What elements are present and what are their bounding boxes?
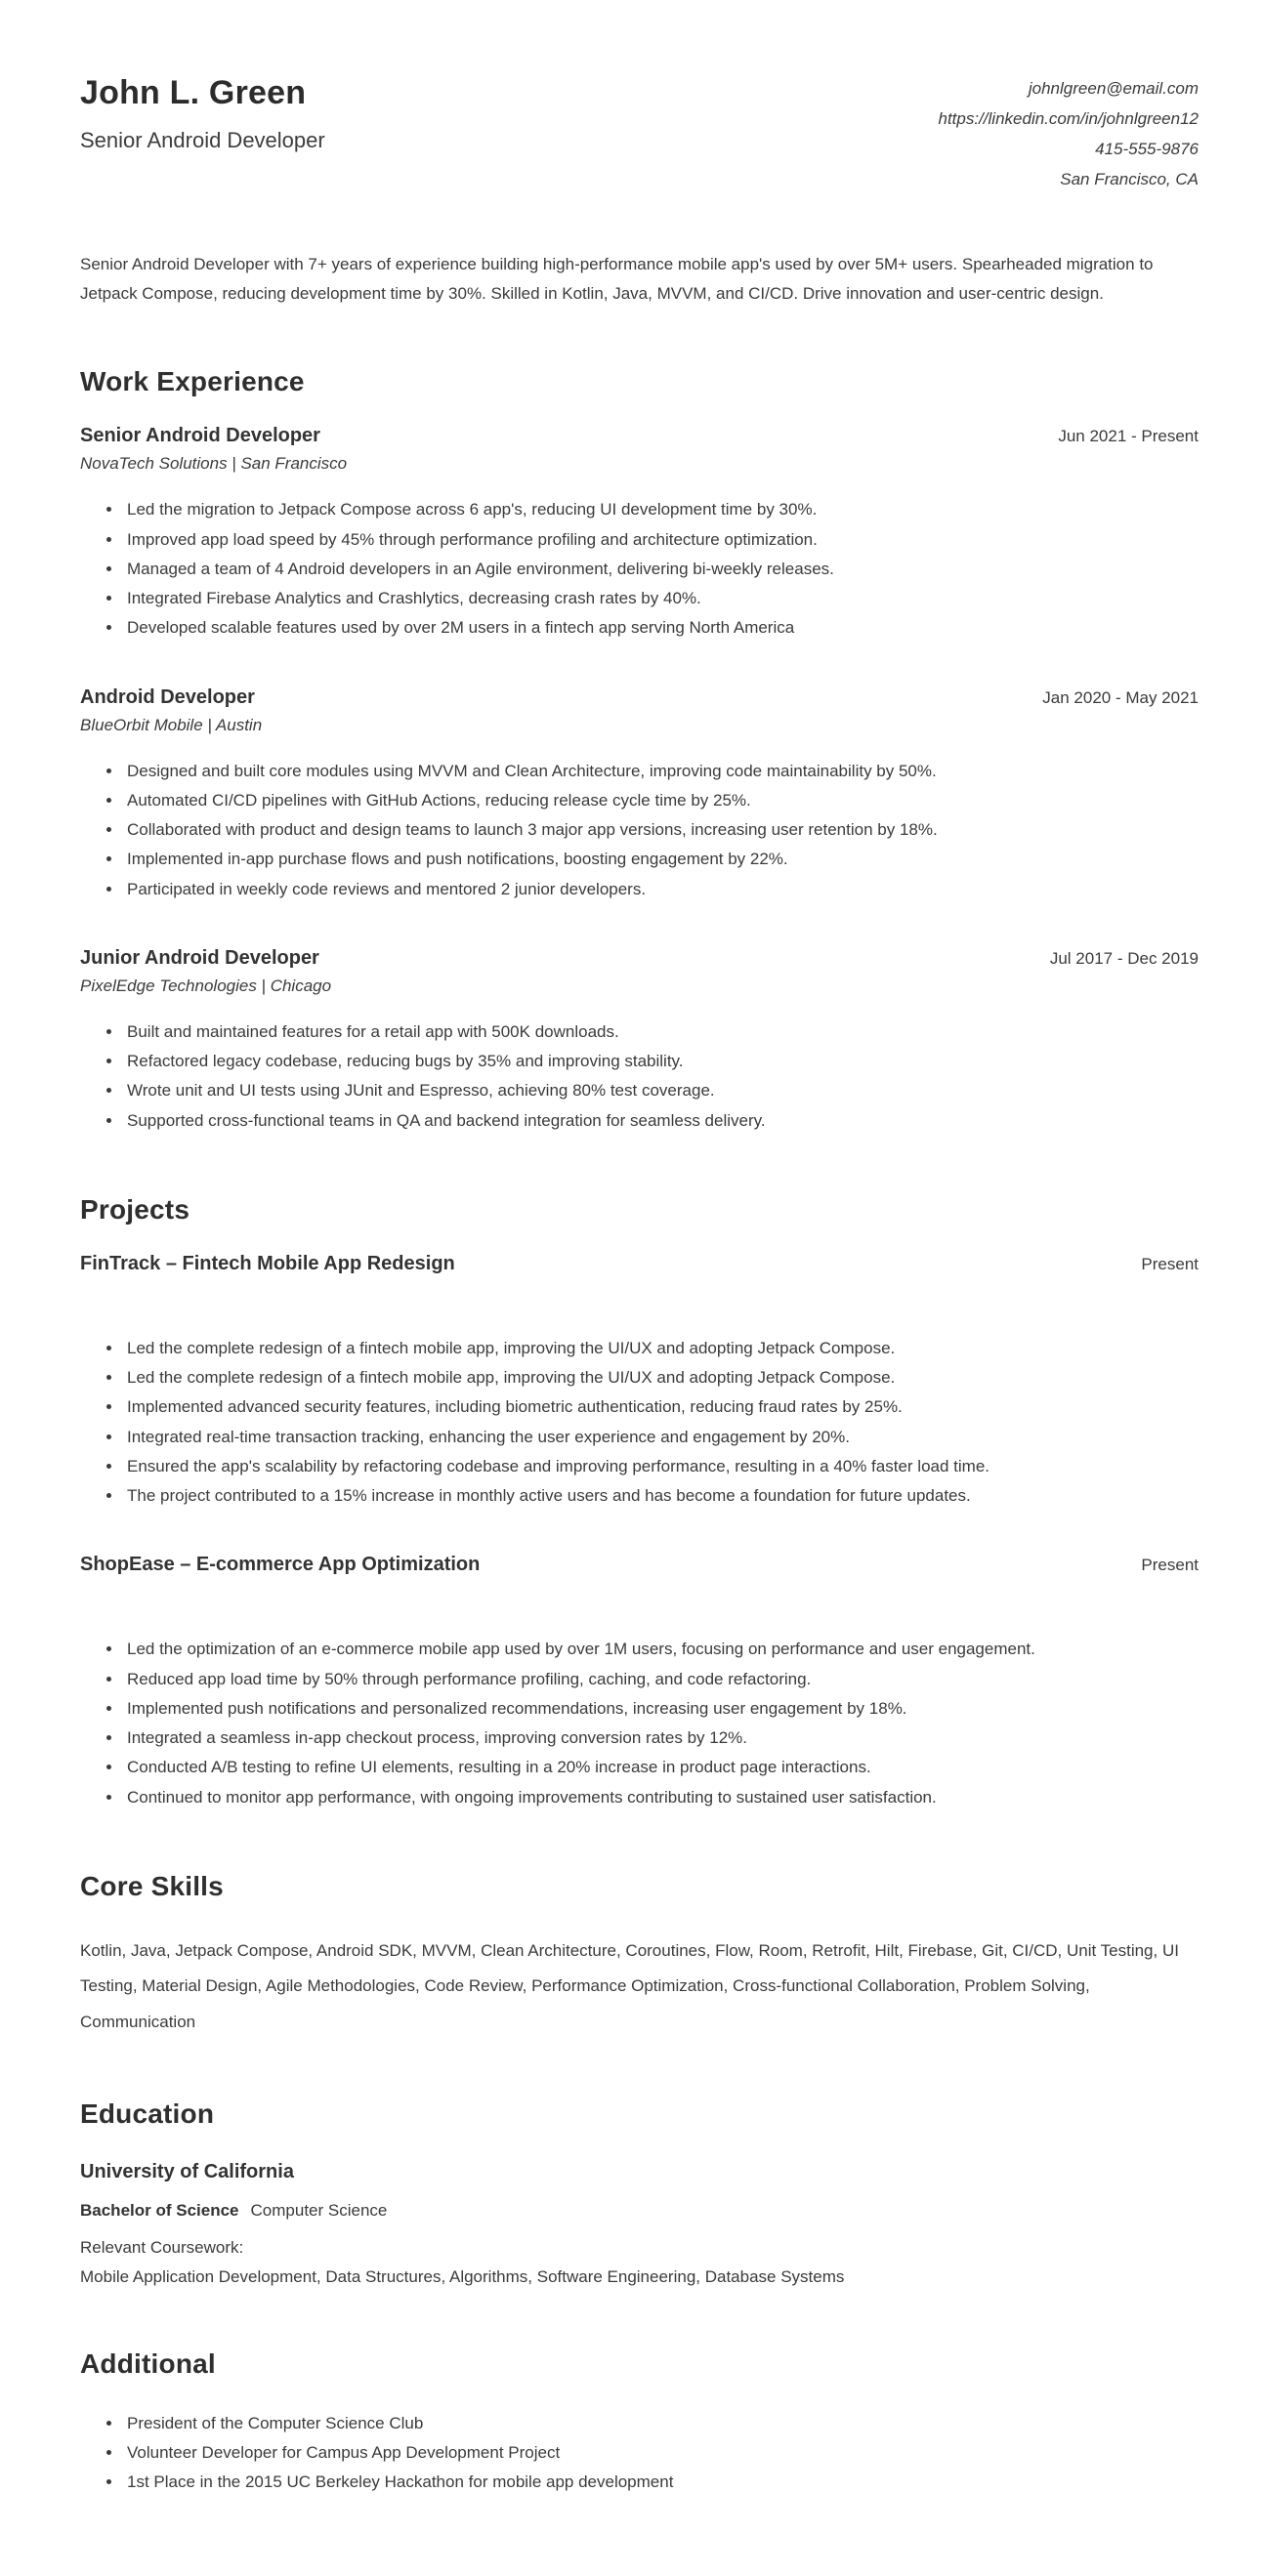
section-core-skills (80, 1871, 1199, 2041)
candidate-name: John L. Green (80, 74, 307, 111)
core-skills-text: Kotlin, Java, Jetpack Compose, Android SDK, MVVM, Clean Architecture, Coroutines, Flow, Room, Retrofit, Hilt, Firebase, Git, CI/CD, Unit Testing, UI Testing, Material Design, Agile Methodologies, Code Review, Performance Optimization, Cross-functional Collaboration, Problem Solving, Communication (80, 1940, 1179, 2031)
bullet-item: • The project contributed to a 15% increase in monthly active users and has become a foundation for future updates. (123, 1481, 1183, 1511)
contact-location: San Francisco, CA (1060, 169, 1199, 188)
job-company: PixelEdge Technologies | Chicago (80, 976, 332, 995)
header-identity (80, 74, 325, 153)
section-education (80, 2098, 1199, 2289)
core-skills-heading: Core Skills (80, 1870, 224, 1901)
bullet-item: • Ensured the app's scalability by refactoring codebase and improving performance, resulting in a 40% faster load time. (123, 1452, 1183, 1481)
project-dates: Present (1141, 1254, 1199, 1273)
bullet-item: • Conducted A/B testing to refine UI elements, resulting in a 20% increase in product page interactions. (123, 1753, 1183, 1782)
bullet-item: • Led the migration to Jetpack Compose across 6 app's, reducing UI development time by 30%. (123, 495, 1183, 524)
candidate-headline: Senior Android Developer (80, 128, 325, 152)
contact-block (939, 74, 1200, 195)
job-entry (80, 947, 1199, 1136)
project-bullet-list (80, 1635, 1199, 1812)
projects-heading: Projects (80, 1193, 190, 1225)
job-title: Android Developer (80, 686, 255, 708)
bullet-item: • President of the Computer Science Club (123, 2409, 1183, 2438)
job-bullet-list (80, 1018, 1199, 1136)
job-entry (80, 425, 1199, 643)
bullet-item: • Led the optimization of an e-commerce mobile app used by over 1M users, focusing on performance and user engagement. (123, 1635, 1183, 1664)
project-bullet-list (80, 1334, 1199, 1512)
section-work-experience (80, 366, 1199, 1136)
bullet-item: • Automated CI/CD pipelines with GitHub Actions, reducing release cycle time by 25%. (123, 786, 1183, 815)
project-title: FinTrack – Fintech Mobile App Redesign (80, 1252, 455, 1274)
bullet-item: • Managed a team of 4 Android developers in an Agile environment, delivering bi-weekly releases. (123, 555, 1183, 584)
bullet-item: • Designed and built core modules using MVVM and Clean Architecture, improving code maintainability by 50%. (123, 757, 1183, 786)
bullet-item: • Led the complete redesign of a fintech mobile app, improving the UI/UX and adopting Jetpack Compose. (123, 1363, 1183, 1392)
bullet-item: • Built and maintained features for a retail app with 500K downloads. (123, 1018, 1183, 1047)
job-entry (80, 686, 1199, 904)
work-experience-heading: Work Experience (80, 366, 305, 397)
education-coursework: Mobile Application Development, Data Structures, Algorithms, Software Engineering, Database Systems (80, 2266, 845, 2286)
job-title: Junior Android Developer (80, 946, 319, 969)
bullet-item: • Integrated a seamless in-app checkout process, improving conversion rates by 12%. (123, 1724, 1183, 1753)
project-entry-header (80, 1554, 1199, 1576)
education-heading: Education (80, 2098, 215, 2130)
bullet-item: • Volunteer Developer for Campus App Development Project (123, 2438, 1183, 2468)
bullet-item: • Collaborated with product and design teams to launch 3 major app versions, increasing user retention by 18%. (123, 815, 1183, 845)
project-subtitle-spacer (80, 1275, 1199, 1312)
education-degree: Bachelor of Science (80, 2201, 239, 2221)
job-title: Senior Android Developer (80, 425, 320, 447)
job-bullet-list (80, 757, 1199, 904)
bullet-item: • Reduced app load time by 50% through performance profiling, caching, and code refactoring. (123, 1665, 1183, 1694)
project-entry (80, 1253, 1199, 1512)
bullet-item: • Led the complete redesign of a fintech mobile app, improving the UI/UX and adopting Jetpack Compose. (123, 1334, 1183, 1363)
bullet-item: • Continued to monitor app performance, with ongoing improvements contributing to sustained user satisfaction. (123, 1783, 1183, 1812)
job-bullet-list (80, 495, 1199, 643)
bullet-item: • Refactored legacy codebase, reducing bugs by 35% and improving stability. (123, 1047, 1183, 1076)
project-subtitle-spacer (80, 1576, 1199, 1613)
bullet-item: • Integrated real-time transaction tracking, enhancing the user experience and engagement by 20%. (123, 1423, 1183, 1452)
project-entry (80, 1554, 1199, 1812)
bullet-item: • Supported cross-functional teams in QA and backend integration for seamless delivery. (123, 1106, 1183, 1136)
bullet-item: • 1st Place in the 2015 UC Berkeley Hackathon for mobile app development (123, 2468, 1183, 2497)
education-field: Computer Science (250, 2201, 388, 2221)
job-dates: Jan 2020 - May 2021 (1042, 687, 1199, 707)
contact-linkedin: https://linkedin.com/in/johnlgreen12 (938, 108, 1199, 128)
bullet-item: • Implemented in-app purchase flows and push notifications, boosting engagement by 22%. (123, 845, 1183, 874)
bullet-item: • Developed scalable features used by over 2M users in a fintech app serving North America (123, 613, 1183, 643)
job-entry-header (80, 425, 1199, 447)
summary-paragraph: Senior Android Developer with 7+ years of experience building high-performance mobile app's used by over 5M+ users. Spearheaded migration to Jetpack Compose, reducing development time by 30%. Skilled in Kotlin, Java, MVVM, and CI/CD. Drive innovation and user-centric design. (80, 254, 1154, 303)
bullet-item: • Participated in weekly code reviews and mentored 2 junior developers. (123, 875, 1183, 904)
job-entry-header (80, 947, 1199, 970)
education-degree-line (80, 2201, 1199, 2221)
education-institution: University of California (80, 2161, 294, 2183)
education-coursework-label: Relevant Coursework: (80, 2238, 244, 2258)
contact-email: johnlgreen@email.com (1028, 79, 1199, 98)
additional-heading: Additional (80, 2347, 216, 2379)
job-dates: Jun 2021 - Present (1058, 427, 1199, 446)
bullet-item: • Improved app load speed by 45% through performance profiling and architecture optimization. (123, 525, 1183, 555)
project-entry-header (80, 1253, 1199, 1275)
project-dates: Present (1141, 1556, 1199, 1575)
section-projects (80, 1194, 1199, 1812)
bullet-item: • Wrote unit and UI tests using JUnit and Espresso, achieving 80% test coverage. (123, 1076, 1183, 1105)
bullet-item: • Implemented advanced security features, including biometric authentication, reducing fraud rates by 25%. (123, 1392, 1183, 1422)
section-additional (80, 2348, 1199, 2498)
job-entry-header (80, 686, 1199, 709)
job-dates: Jul 2017 - Dec 2019 (1049, 948, 1199, 968)
project-title: ShopEase – E-commerce App Optimization (80, 1554, 481, 1576)
contact-phone: 415-555-9876 (1095, 139, 1199, 158)
job-company: BlueOrbit Mobile | Austin (80, 715, 263, 734)
resume-header (80, 74, 1199, 195)
job-company: NovaTech Solutions | San Francisco (80, 454, 348, 474)
bullet-item: • Integrated Firebase Analytics and Crashlytics, decreasing crash rates by 40%. (123, 584, 1183, 613)
additional-bullet-list (80, 2409, 1199, 2498)
bullet-item: • Implemented push notifications and personalized recommendations, increasing user engagement by 18%. (123, 1694, 1183, 1724)
